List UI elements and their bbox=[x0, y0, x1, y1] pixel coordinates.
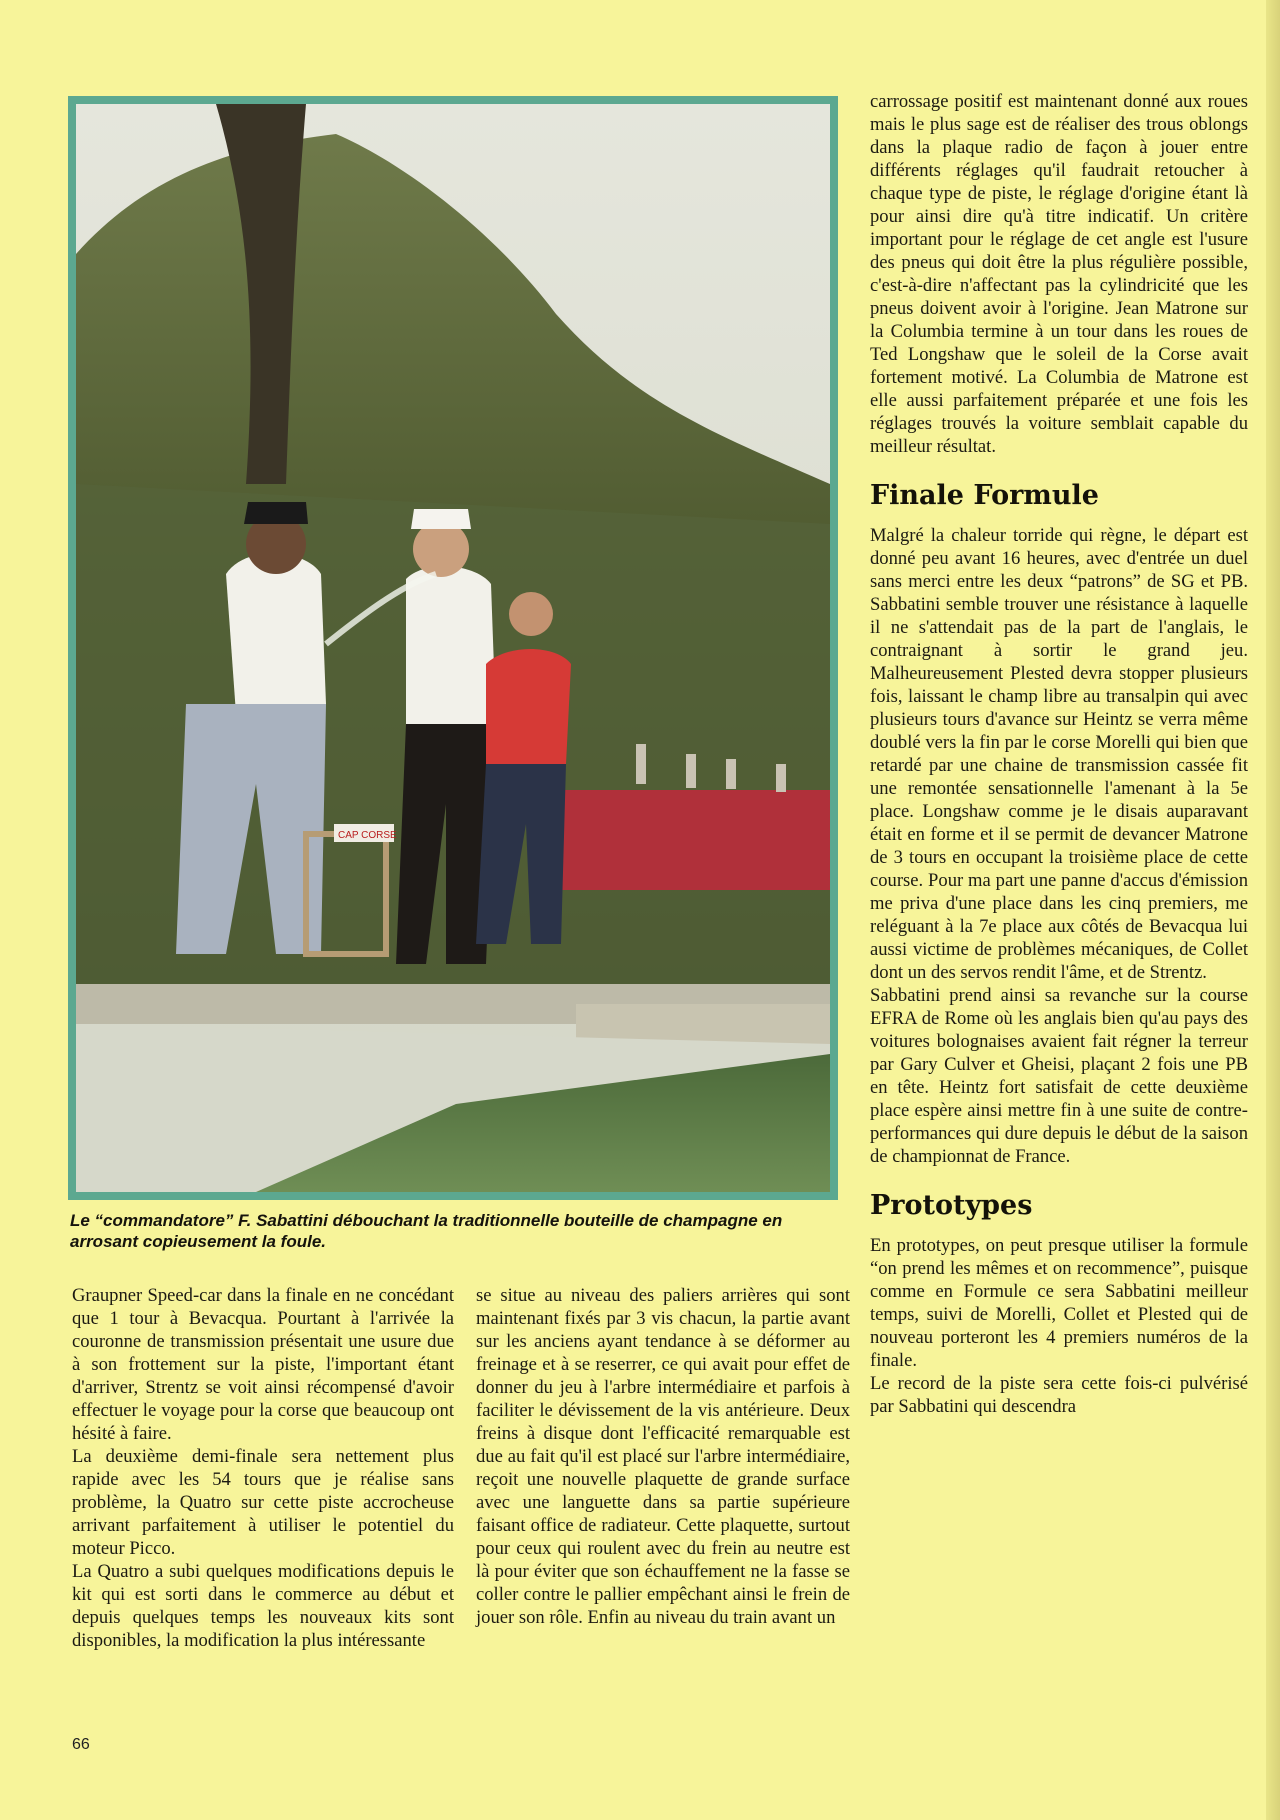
photo-champagne-celebration bbox=[76, 104, 830, 1192]
paragraph: se situe au niveau des paliers arrières qui sont maintenant fixés par 3 vis chacun, la partie avant sur les anciens ayant tendance à se déformer au freinage et à se reserrer, ce qui avait pour effet de donner du jeu à l'arbre intermédiaire et parfois à faciliter le dévissement de la vis antérieure. Deux freins à disque dont l'efficacité remarquable est due au fait qu'il est placé sur l'arbre intermédiaire, reçoit une nouvelle plaquette de grande surface avec une languette dans sa partie supérieure faisant office de radiateur. Cette plaquette, surtout pour ceux qui roulent avec du frein au neutre est là pour éviter que son échauffement ne la fasse se coller contre le pallier empêchant ainsi le frein de jouer son rôle. Enfin au niveau du train avant un bbox=[476, 1285, 850, 1628]
paragraph: La deuxième demi-finale sera nettement plus rapide avec les 54 tours que je réalise sans problème, la Quatro sur cette piste accrocheuse arrivant parfaitement à utiliser le potentiel du moteur Picco. bbox=[72, 1446, 454, 1559]
column-3 bbox=[870, 90, 1248, 1418]
paragraph: Le record de la piste sera cette fois-ci pulvérisé par Sabbatini qui descendra bbox=[870, 1373, 1248, 1417]
page-edge bbox=[1266, 0, 1280, 1820]
column-2 bbox=[476, 1284, 850, 1629]
page-number: 66 bbox=[72, 1736, 90, 1753]
paragraph: Sabbatini prend ainsi sa revanche sur la course EFRA de Rome où les anglais bien qu'au pays des voitures bolognaises avaient fait régner la terreur par Gary Culver et Gheisi, plaçant 2 fois une PB en tête. Heintz fort satisfait de cette deuxième place espère ainsi mettre fin à une suite de contre-performances qui dure depuis le début de la saison de championnat de France. bbox=[870, 985, 1248, 1167]
paragraph: Malgré la chaleur torride qui règne, le départ est donné peu avant 16 heures, avec d'entrée un duel sans merci entre les deux “patrons” de SG et PB. Sabbatini semble trouver une résistance à laquelle il ne s'attendait pas de la part de l'anglais, le contraignant à sortir le grand jeu. Malheureusement Plested devra stopper plusieurs fois, laissant le champ libre au transalpin qui avec plusieurs tours d'avance sur Heintz se verra même doublé vers la fin par le corse Morelli qui bien que retardé par une chaine de transmission cassée fit une remontée sensationnelle l'amenant à la 5e place. Longshaw comme je le disais auparavant était en forme et il se permit de devancer Matrone de 3 tours en occupant la troisième place de cette course. Pour ma part une panne d'accus d'émission me priva d'une place dans les cinq premiers, me reléguant à la 7e place aux côtés de Bevacqua lui aussi victime de problèmes mécaniques, de Collet dont un des servos rendit l'âme, et de Strentz. bbox=[870, 525, 1248, 983]
photo-illustration bbox=[76, 104, 830, 1192]
photo-frame bbox=[68, 96, 838, 1200]
paragraph: Graupner Speed-car dans la finale en ne concédant que 1 tour à Bevacqua. Pourtant à l'arrivée la couronne de transmission présentait une usure due à son frottement sur la piste, l'important étant d'arriver, Strentz se voit ainsi récompensé d'avoir effectuer le voyage pour la corse que beaucoup ont hésité à faire. bbox=[72, 1285, 454, 1444]
section-heading-prototypes: Prototypes bbox=[870, 1190, 1033, 1221]
photo-caption: Le “commandatore” F. Sabattini débouchant la traditionnelle bouteille de champagne en arrosant copieusement la foule. bbox=[70, 1211, 783, 1251]
column-1 bbox=[72, 1284, 454, 1652]
paragraph: En prototypes, on peut presque utiliser la formule “on prend les mêmes et on recommence”, puisque comme en Formule ce sera Sabbatini meilleur temps, suivi de Morelli, Collet et Plested qui de nouveau porteront les 4 premiers numéros de la finale. bbox=[870, 1235, 1248, 1371]
paragraph: La Quatro a subi quelques modifications depuis le kit qui est sorti dans le commerce au début et depuis quelques temps les nouveaux kits sont disponibles, la modification la plus intéressante bbox=[72, 1561, 454, 1651]
banner-text: CAP CORSE bbox=[338, 830, 397, 841]
section-heading-finale-formule: Finale Formule bbox=[870, 480, 1099, 511]
paragraph: carrossage positif est maintenant donné aux roues mais le plus sage est de réaliser des trous oblongs dans la plaque radio de façon à jouer entre différents réglages qu'il faudrait retoucher à chaque type de piste, le réglage d'origine étant là pour ainsi dire qu'à titre indicatif. Un critère important pour le réglage de cet angle est l'usure des pneus qui doit être la plus régulière possible, c'est-à-dire n'affectant pas la cylindricité que les pneus doivent avoir à l'origine. Jean Matrone sur la Columbia termine à un tour dans les roues de Ted Longshaw que le soleil de la Corse avait fortement motivé. La Columbia de Matrone est elle aussi parfaitement préparée et une fois les réglages trouvés la voiture semblait capable du meilleur résultat. bbox=[870, 91, 1248, 457]
